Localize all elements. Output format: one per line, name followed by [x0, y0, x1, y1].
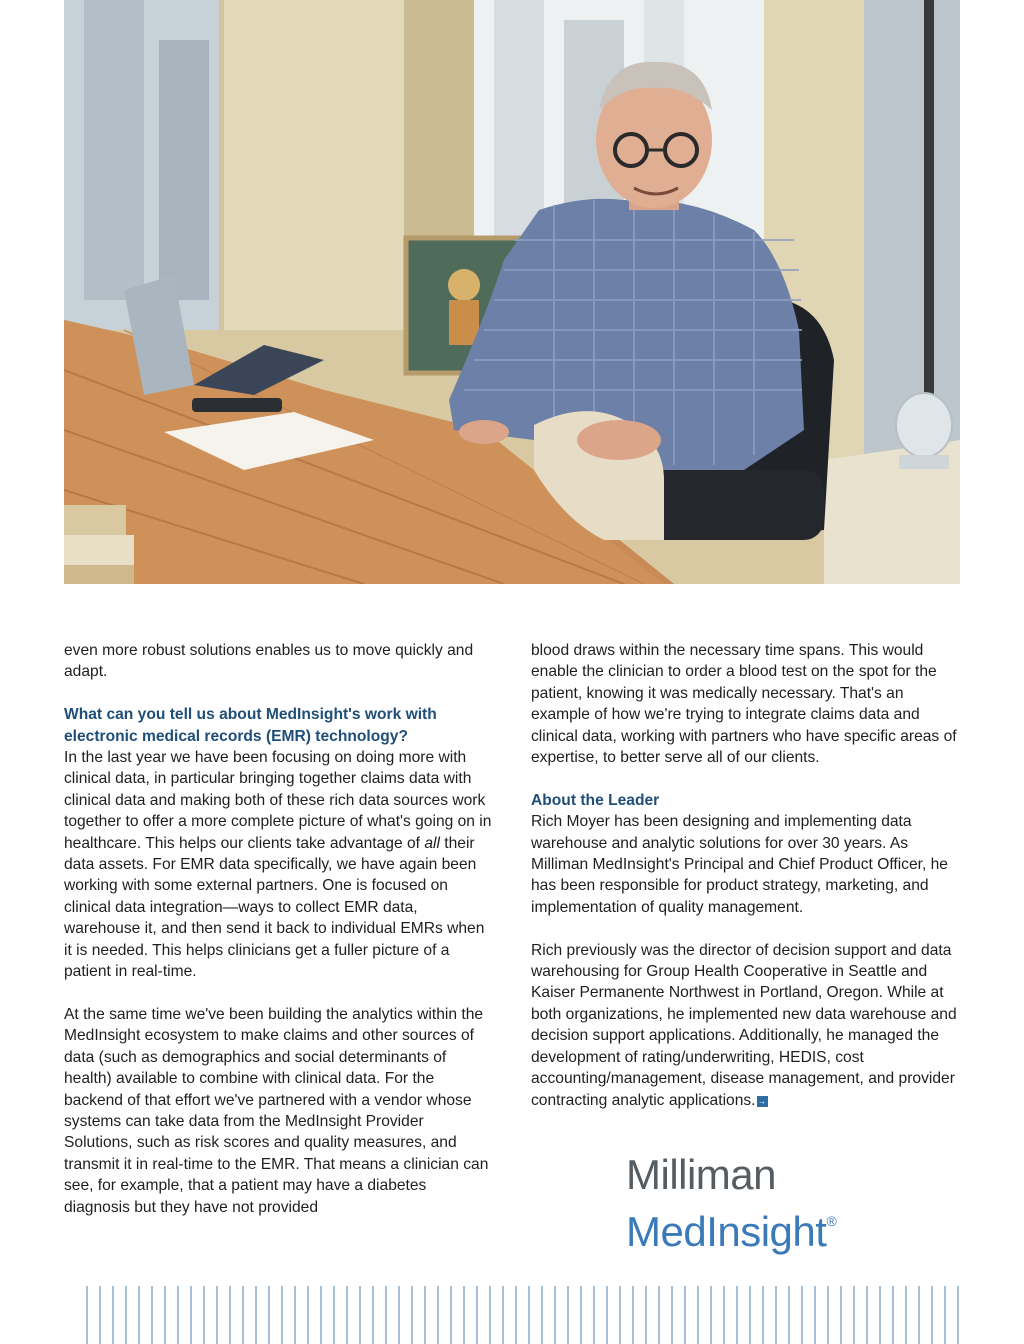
interview-question: What can you tell us about MedInsight's work with electronic medical records (EMR) technology? — [64, 706, 437, 745]
end-of-article-icon: → — [758, 1096, 767, 1106]
footer-stripes — [86, 1286, 960, 1344]
left-paragraph-1: even more robust solutions enables us to move quickly and adapt. — [64, 642, 474, 681]
logo-line-medinsight — [626, 1198, 836, 1255]
registered-mark: ® — [826, 1213, 837, 1229]
right-paragraph-3-text: Rich previously was the director of decision support and data warehousing for Group Health Cooperative in Seattle and Kaiser Permanente Northwest in Portland, Oregon. While at both organizations, he implemented new data warehouse and decision support applications. Additionally, he managed the development of rating/underwriting, HEDIS, cost accounting/management, disease management, and provider contracting analytic applications. — [531, 941, 957, 1109]
header-photo — [64, 0, 960, 584]
left-column — [64, 640, 496, 1218]
right-paragraph-2: Rich Moyer has been designing and implementing data warehouse and analytic solutions for over 30 years. As Milliman MedInsight's Principal and Chief Product Officer, he has been responsible for product strategy, marketing, and implementation of quality management. — [531, 813, 948, 916]
left-paragraph-2-end: their data assets. For EMR data specifically, we have again been working with some external partners. One is focused on clinical data integration—ways to collect EMR data, warehouse it, and then send it back to individual EMRs when it is needed. This helps clinicians get a fuller picture of a patient in real-time. — [64, 834, 485, 981]
logo-line-milliman: Milliman — [626, 1151, 777, 1198]
right-column — [531, 640, 963, 1111]
left-paragraph-2-start: In the last year we have been focusing on doing more with clinical data, in particular bringing together claims data with clinical data and making both of these rich data sources work together to offer a more complete picture of what's going on in healthcare. This helps our clients take advantage of — [64, 749, 492, 852]
logo-medinsight-text: MedInsight — [626, 1208, 827, 1255]
milliman-medinsight-logo — [626, 1152, 836, 1255]
about-leader-heading: About the Leader — [531, 791, 660, 809]
right-paragraph-3 — [531, 940, 963, 1111]
left-paragraph-3: At the same time we've been building the analytics within the MedInsight ecosystem to make claims and other sources of data (such as demographics and social determinants of health) available to combine with clinical data. For the backend of that effort we've partnered with a vendor whose systems can take data from the MedInsight Provider Solutions, such as risk scores and quality measures, and transmit it in real-time to the EMR. That means a clinician can see, for example, that a patient may have a diabetes diagnosis but they have not provided — [64, 1005, 489, 1216]
left-paragraph-2 — [64, 747, 496, 982]
right-paragraph-1: blood draws within the necessary time spans. This would enable the clinician to order a blood test on the spot for the patient, knowing it was medically necessary. That's an example of how we're trying to integrate claims data and clinical data, working with partners who have specific areas of expertise, to better serve all of our clients. — [531, 642, 957, 767]
emphasis-all: all — [424, 834, 440, 852]
